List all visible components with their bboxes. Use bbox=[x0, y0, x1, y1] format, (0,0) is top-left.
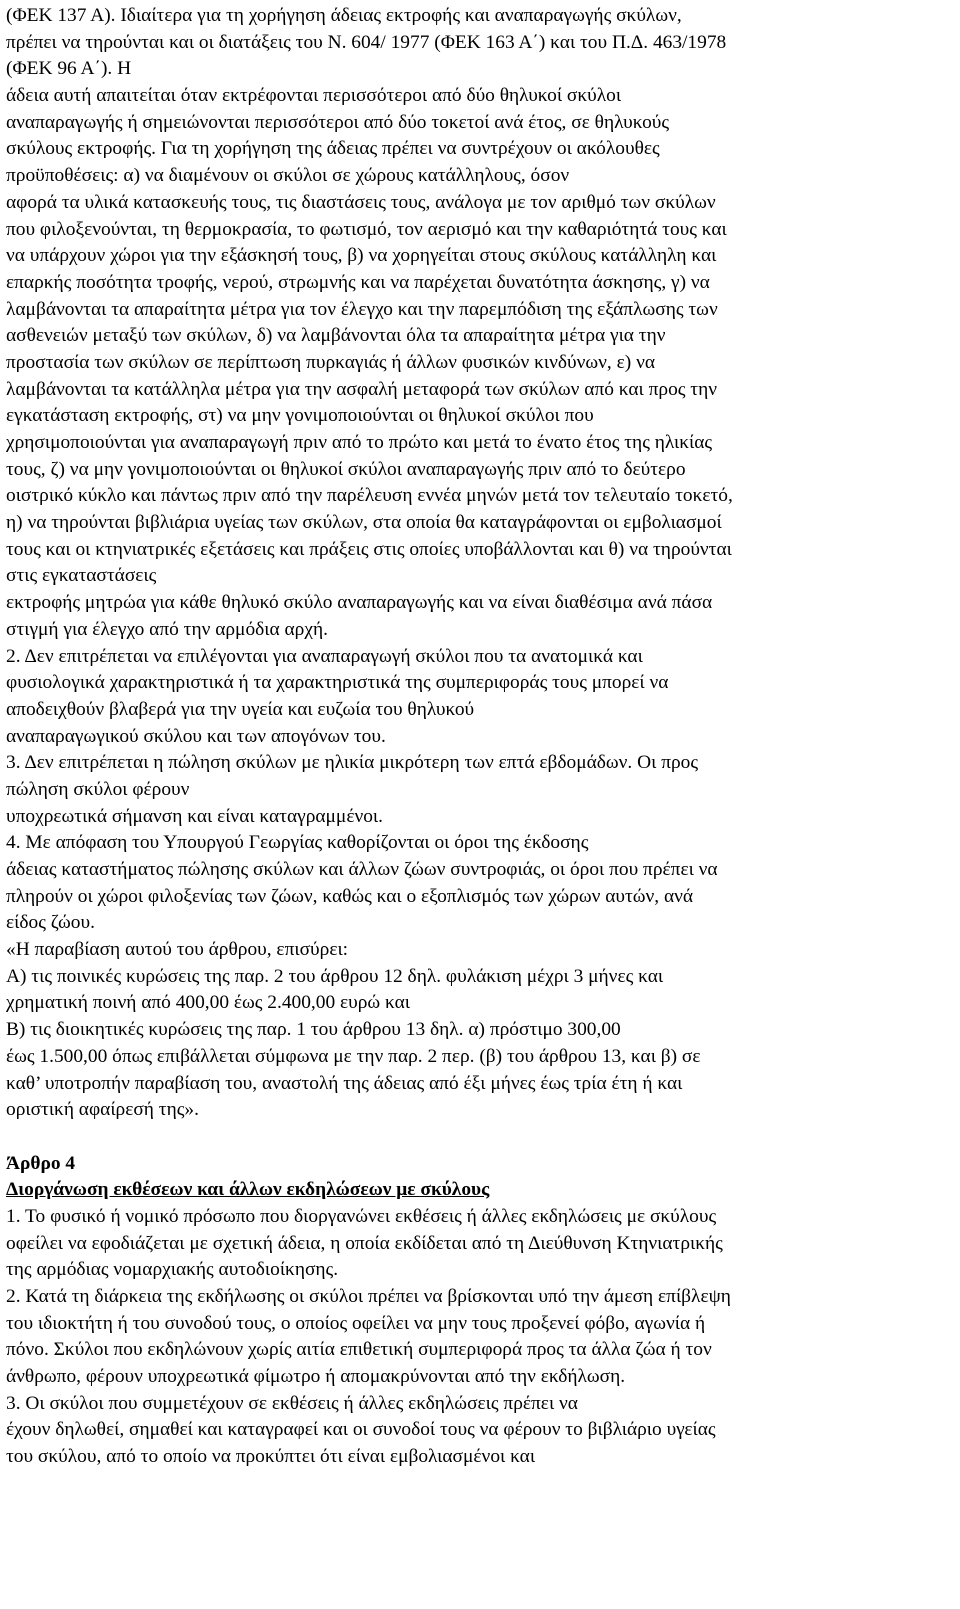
document-page bbox=[6, 3, 954, 1471]
text-line: φυσιολογικά χαρακτηριστικά ή τα χαρακτηριστικά της συμπεριφοράς τους μπορεί να bbox=[6, 672, 669, 694]
text-line: πόνο. Σκύλοι που εκδηλώνουν χωρίς αιτία επιθετική συμπεριφορά προς τα άλλα ζώα ή τον bbox=[6, 1339, 712, 1361]
text-line: αφορά τα υλικά κατασκευής τους, τις διαστάσεις τους, ανάλογα με τον αριθμό των σκύλων bbox=[6, 191, 716, 213]
text-line: υποχρεωτικά σήμανση και είναι καταγραμμένοι. bbox=[6, 805, 383, 827]
text-line: προστασία των σκύλων σε περίπτωση πυρκαγιάς ή άλλων φυσικών κινδύνων, ε) να bbox=[6, 351, 655, 373]
text-line: πρέπει να τηρούνται και οι διατάξεις του Ν. 604/ 1977 (ΦΕΚ 163 Α΄) και του Π.Δ. 463/1978 bbox=[6, 31, 727, 53]
text-line: λαμβάνονται τα κατάλληλα μέτρα για την ασφαλή μεταφορά των σκύλων από και προς την bbox=[6, 378, 717, 400]
text-line: τους και οι κτηνιατρικές εξετάσεις και πράξεις στις οποίες υποβάλλονται και θ) να τηρούνται bbox=[6, 538, 732, 560]
text-line: 2. Δεν επιτρέπεται να επιλέγονται για αναπαραγωγή σκύλοι που τα ανατομικά και bbox=[6, 645, 643, 667]
text-line: αναπαραγωγικού σκύλου και των απογόνων του. bbox=[6, 725, 386, 747]
text-line: Α) τις ποινικές κυρώσεις της παρ. 2 του άρθρου 12 δηλ. φυλάκιση μέχρι 3 μήνες και bbox=[6, 965, 664, 987]
text-line: λαμβάνονται τα απαραίτητα μέτρα για τον έλεγχο και την παρεμπόδιση της εξάπλωσης των bbox=[6, 298, 718, 320]
text-line: που φιλοξενούνται, τη θερμοκρασία, το φωτισμό, τον αερισμό και την καθαριότητά τους και bbox=[6, 218, 727, 240]
text-line: προϋποθέσεις: α) να διαμένουν οι σκύλοι σε χώρους κατάλληλους, όσον bbox=[6, 165, 570, 187]
text-line: 1. Το φυσικό ή νομικό πρόσωπο που διοργανώνει εκθέσεις ή άλλες εκδηλώσεις με σκύλους bbox=[6, 1205, 717, 1227]
text-line: αναπαραγωγής ή σημειώνονται περισσότεροι από δύο τοκετοί ανά έτος, σε θηλυκούς bbox=[6, 111, 670, 133]
text-line: σκύλους εκτροφής. Για τη χορήγηση της άδειας πρέπει να συντρέχουν οι ακόλουθες bbox=[6, 138, 660, 160]
text-line: της αρμόδιας νομαρχιακής αυτοδιοίκησης. bbox=[6, 1259, 339, 1281]
text-line: οιστρικό κύκλο και πάντως πριν από την παρέλευση εννέα μηνών μετά τον τελευταίο τοκετό, bbox=[6, 485, 733, 507]
text-line: άδεια αυτή απαιτείται όταν εκτρέφονται περισσότεροι από δύο θηλυκοί σκύλοι bbox=[6, 85, 622, 107]
text-line: πληρούν οι χώροι φιλοξενίας των ζώων, καθώς και ο εξοπλισμός των χώρων αυτών, ανά bbox=[6, 885, 694, 907]
text-line: του ιδιοκτήτη ή του συνοδού τους, ο οποίος οφείλει να μην τους προξενεί φόβο, αγωνία ή bbox=[6, 1312, 706, 1334]
text-line: (ΦΕΚ 96 Α΄). Η bbox=[6, 58, 132, 80]
text-line: του σκύλου, από το οποίο να προκύπτει ότι είναι εμβολιασμένοι και bbox=[6, 1446, 536, 1468]
article-title: Διοργάνωση εκθέσεων και άλλων εκδηλώσεων με σκύλους bbox=[6, 1179, 490, 1201]
text-line: εγκατάσταση εκτροφής, στ) να μην γονιμοποιούνται οι θηλυκοί σκύλοι που bbox=[6, 405, 594, 427]
text-line: στιγμή για έλεγχο από την αρμόδια αρχή. bbox=[6, 618, 328, 640]
article-number: Άρθρο 4 bbox=[6, 1152, 76, 1174]
text-line: ασθενειών μεταξύ των σκύλων, δ) να λαμβάνονται όλα τα απαραίτητα μέτρα για την bbox=[6, 325, 666, 347]
text-line: έχουν δηλωθεί, σημαθεί και καταγραφεί και οι συνοδοί τους να φέρουν το βιβλιάριο υγείας bbox=[6, 1419, 716, 1441]
text-line: άδειας καταστήματος πώλησης σκύλων και άλλων ζώων συντροφιάς, οι όροι που πρέπει να bbox=[6, 859, 718, 880]
text-line: χρησιμοποιούνται για αναπαραγωγή πριν από το πρώτο και μετά το ένατο έτος της ηλικίας bbox=[6, 432, 713, 453]
text-line: πώληση σκύλοι φέρουν bbox=[6, 778, 190, 800]
text-line: χρηματική ποινή από 400,00 έως 2.400,00 ευρώ και bbox=[6, 992, 411, 1014]
text-line: εκτροφής μητρώα για κάθε θηλυκό σκύλο αναπαραγωγής και να είναι διαθέσιμα ανά πάσα bbox=[6, 592, 713, 614]
text-line: 2. Κατά τη διάρκεια της εκδήλωσης οι σκύλοι πρέπει να βρίσκονται υπό την άμεση επίβλεψη bbox=[6, 1286, 731, 1307]
text-line: οριστική αφαίρεσή της». bbox=[6, 1099, 199, 1121]
blank-line bbox=[6, 1124, 954, 1151]
text-line: στις εγκαταστάσεις bbox=[6, 565, 157, 587]
text-line: επαρκής ποσότητα τροφής, νερού, στρωμνής και να παρέχεται δυνατότητα άσκησης, γ) να bbox=[6, 271, 710, 293]
text-line: έως 1.500,00 όπως επιβάλλεται σύμφωνα με την παρ. 2 περ. (β) του άρθρου 13, και β) σε bbox=[6, 1045, 701, 1067]
text-line: καθ’ υποτροπήν παραβίαση του, αναστολή της άδειας από έξι μήνες έως τρία έτη ή και bbox=[6, 1072, 683, 1094]
text-line: τους, ζ) να μην γονιμοποιούνται οι θηλυκοί σκύλοι αναπαραγωγής πριν από το δεύτερο bbox=[6, 458, 686, 480]
text-line: Β) τις διοικητικές κυρώσεις της παρ. 1 του άρθρου 13 δηλ. α) πρόστιμο 300,00 bbox=[6, 1019, 621, 1041]
text-line: η) να τηρούνται βιβλιάρια υγείας των σκύλων, στα οποία θα καταγράφονται οι εμβολιασμοί bbox=[6, 512, 722, 534]
text-line: άνθρωπο, φέρουν υποχρεωτικά φίμωτρο ή απομακρύνονται από την εκδήλωση. bbox=[6, 1366, 626, 1388]
text-line: 3. Δεν επιτρέπεται η πώληση σκύλων με ηλικία μικρότερη των επτά εβδομάδων. Οι προς bbox=[6, 752, 699, 774]
text-line: «Η παραβίαση αυτού του άρθρου, επισύρει: bbox=[6, 939, 349, 961]
text-line: 3. Οι σκύλοι που συμμετέχουν σε εκθέσεις ή άλλες εκδηλώσεις πρέπει να bbox=[6, 1392, 578, 1414]
text-line: οφείλει να εφοδιάζεται με σχετική άδεια, η οποία εκδίδεται από τη Διεύθυνση Κτηνιατρικής bbox=[6, 1232, 723, 1254]
text-line: (ΦΕΚ 137 Α). Ιδιαίτερα για τη χορήγηση άδειας εκτροφής και αναπαραγωγής σκύλων, bbox=[6, 5, 682, 26]
text-line: 4. Με απόφαση του Υπουργού Γεωργίας καθορίζονται οι όροι της έκδοσης bbox=[6, 832, 589, 854]
article-3-continuation bbox=[6, 3, 954, 1124]
article-4-body bbox=[6, 1204, 954, 1471]
text-line: να υπάρχουν χώροι για την εξάσκησή τους, β) να χορηγείται στους σκύλους κατάλληλη και bbox=[6, 245, 717, 267]
text-line: είδος ζώου. bbox=[6, 912, 95, 934]
text-line: αποδειχθούν βλαβερά για την υγεία και ευζωία του θηλυκού bbox=[6, 698, 475, 720]
